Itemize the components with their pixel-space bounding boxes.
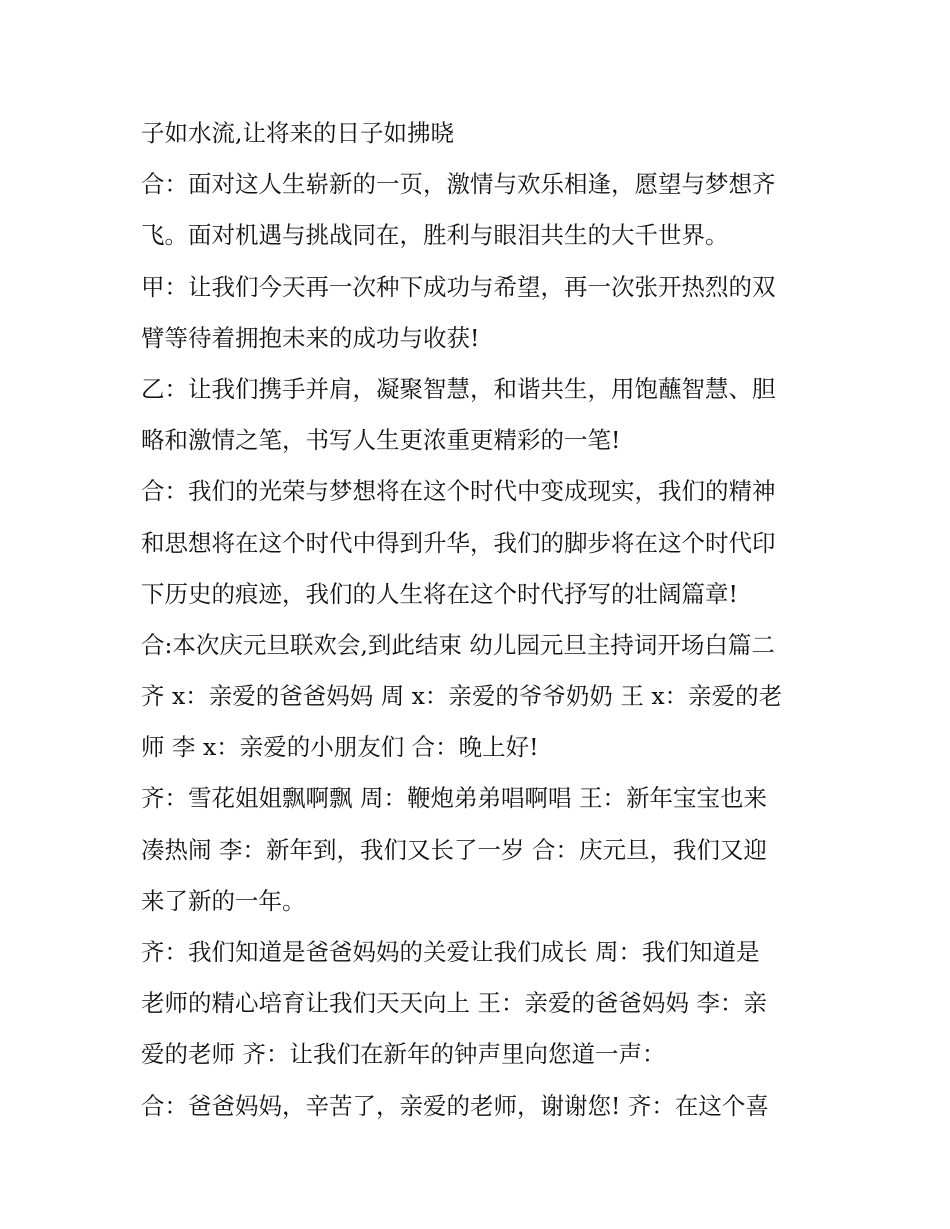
- text-line: 乙：让我们携手并肩，凝聚智慧，和谐共生，用饱蘸智慧、胆: [141, 374, 776, 403]
- text-line: 爱的老师 齐：让我们在新年的钟声里向您道一声：: [141, 1040, 666, 1069]
- text-line: 老师的精心培育让我们天天向上 王：亲爱的爸爸妈妈 李：亲: [141, 989, 767, 1018]
- text-line: 甲：让我们今天再一次种下成功与希望，再一次张开热烈的双: [141, 272, 776, 301]
- text-line: 下历史的痕迹，我们的人生将在这个时代抒写的壮阔篇章!: [141, 579, 738, 608]
- text-line: 师 李 x：亲爱的小朋友们 合：晚上好!: [141, 733, 539, 762]
- text-line: 和思想将在这个时代中得到升华，我们的脚步将在这个时代印: [141, 528, 776, 557]
- text-line: 凑热闹 李：新年到，我们又长了一岁 合：庆元旦，我们又迎: [141, 835, 767, 864]
- text-line: 合：爸爸妈妈，辛苦了，亲爱的老师，谢谢您! 齐：在这个喜: [141, 1091, 769, 1120]
- text-line: 飞。面对机遇与挑战同在，胜利与眼泪共生的大千世界。: [141, 221, 729, 250]
- text-line: 略和激情之笔，书写人生更浓重更精彩的一笔!: [141, 426, 621, 455]
- text-line: 齐：我们知道是爸爸妈妈的关爱让我们成长 周：我们知道是: [141, 938, 760, 966]
- text-line: 合：面对这人生崭新的一页，激情与欢乐相逢，愿望与梦想齐: [141, 170, 776, 199]
- text-line: 臂等待着拥抱未来的成功与收获!: [141, 323, 480, 352]
- text-line: 齐 x：亲爱的爸爸妈妈 周 x：亲爱的爷爷奶奶 王 x：亲爱的老: [141, 682, 783, 711]
- text-line: 合：我们的光荣与梦想将在这个时代中变成现实，我们的精神: [141, 477, 776, 506]
- document-body: [141, 108, 821, 1132]
- text-line: 子如水流,让将来的日子如拂晓: [141, 119, 454, 147]
- text-line: 合:本次庆元旦联欢会,到此结束 幼儿园元旦主持词开场白篇二: [141, 630, 775, 659]
- text-line: 齐：雪花姐姐飘啊飘 周：鞭炮弟弟唱啊唱 王：新年宝宝也来: [141, 784, 767, 813]
- text-line: 来了新的一年。: [141, 886, 306, 915]
